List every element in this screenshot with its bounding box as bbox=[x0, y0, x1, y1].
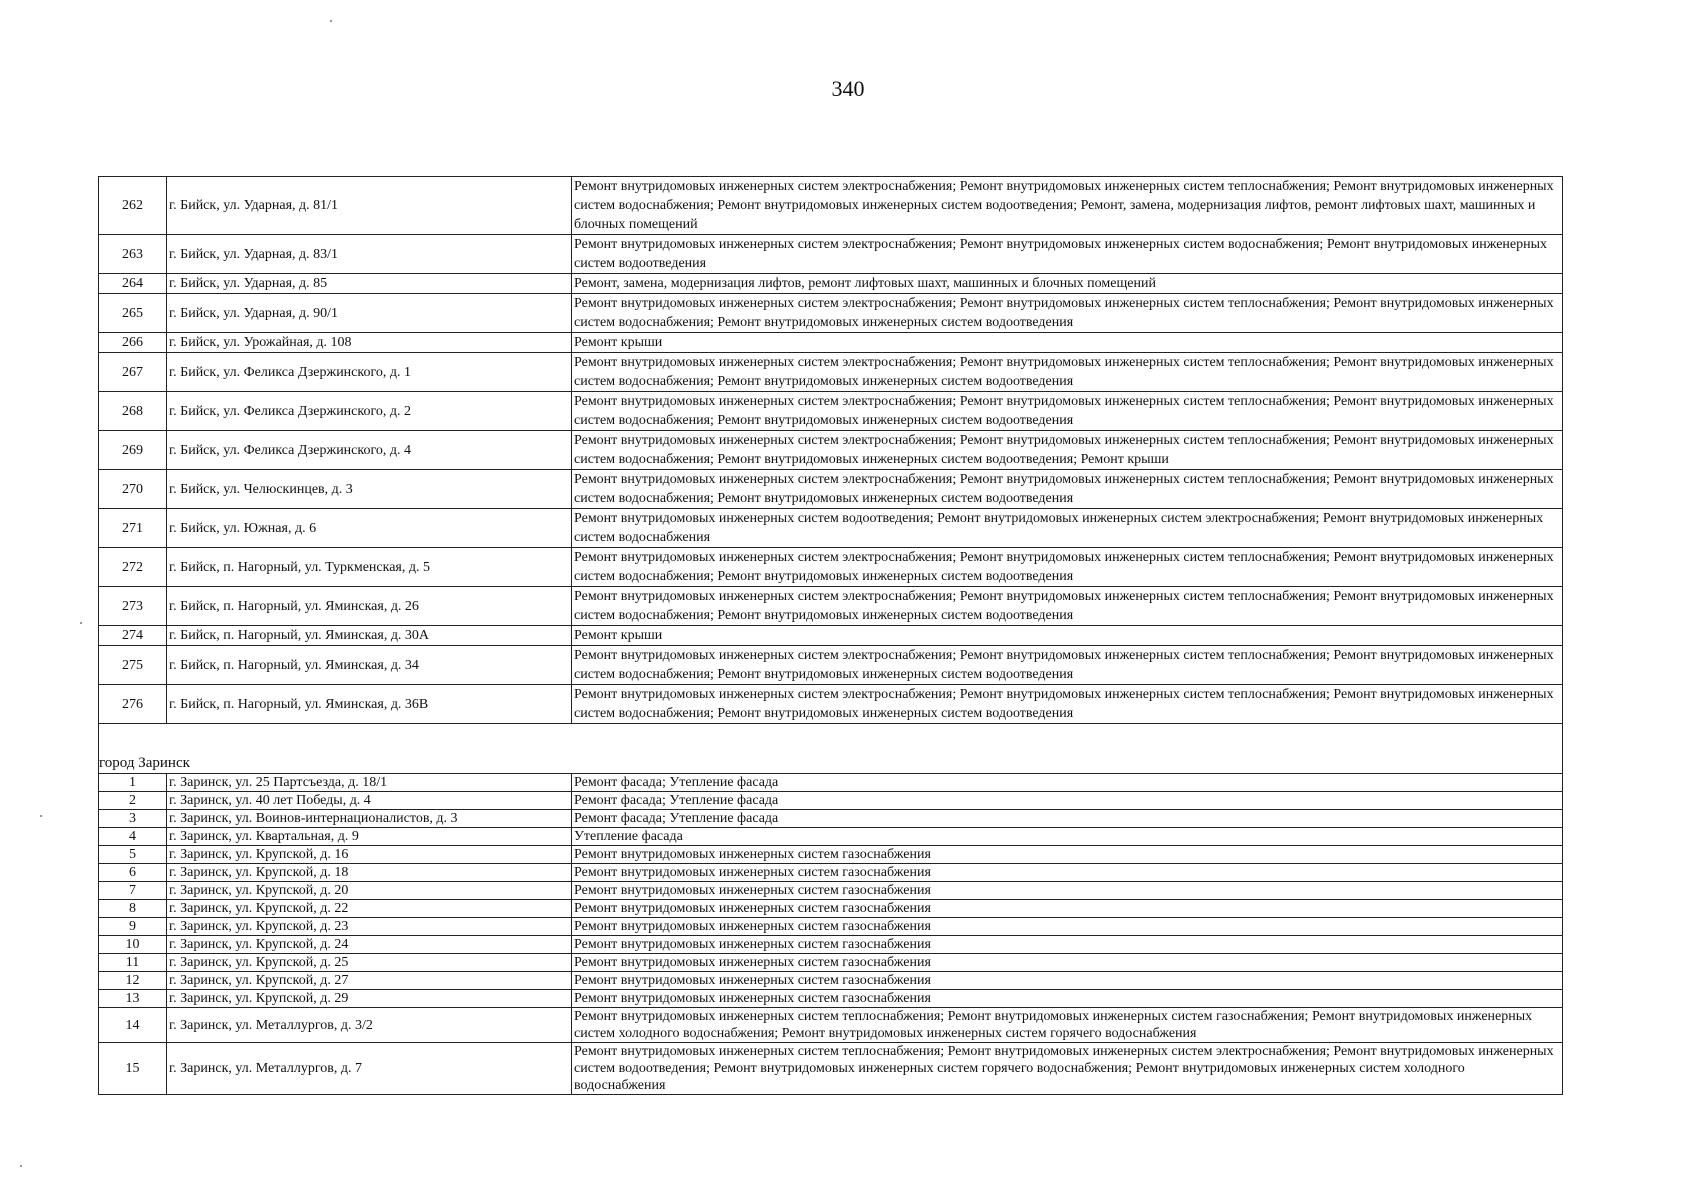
table-row bbox=[99, 470, 1563, 509]
row-number: 14 bbox=[99, 1008, 167, 1043]
row-number: 1 bbox=[99, 774, 167, 792]
row-address: г. Заринск, ул. 25 Партсъезда, д. 18/1 bbox=[167, 774, 572, 792]
table-row bbox=[99, 431, 1563, 470]
table-row bbox=[99, 548, 1563, 587]
row-address: г. Заринск, ул. Крупской, д. 23 bbox=[167, 918, 572, 936]
row-works: Ремонт внутридомовых инженерных систем газоснабжения bbox=[572, 846, 1563, 864]
row-works: Ремонт внутридомовых инженерных систем электроснабжения; Ремонт внутридомовых инженерных систем теплоснабжения; Ремонт внутридомовых инженерных систем водоснабжения; Ремонт внутридомовых инженерных систем водоотведения bbox=[572, 470, 1563, 509]
table-row bbox=[99, 828, 1563, 846]
row-address: г. Бийск, п. Нагорный, ул. Яминская, д. 26 bbox=[167, 587, 572, 626]
row-works: Ремонт внутридомовых инженерных систем теплоснабжения; Ремонт внутридомовых инженерных систем электроснабжения; Ремонт внутридомовых инженерных систем водоотведения; Ремонт внутридомовых инженерных систем горячего водоснабжения; Ремонт внутридомовых инженерных систем холодного водоснабжения bbox=[572, 1043, 1563, 1095]
row-number: 265 bbox=[99, 294, 167, 333]
row-address: г. Заринск, ул. Крупской, д. 29 bbox=[167, 990, 572, 1008]
row-address: г. Бийск, п. Нагорный, ул. Яминская, д. 36В bbox=[167, 685, 572, 724]
row-address: г. Бийск, п. Нагорный, ул. Яминская, д. 34 bbox=[167, 646, 572, 685]
row-address: г. Заринск, ул. Воинов-интернационалистов, д. 3 bbox=[167, 810, 572, 828]
row-works: Ремонт внутридомовых инженерных систем электроснабжения; Ремонт внутридомовых инженерных систем теплоснабжения; Ремонт внутридомовых инженерных систем водоснабжения; Ремонт внутридомовых инженерных систем водоотведения bbox=[572, 294, 1563, 333]
row-works: Ремонт внутридомовых инженерных систем газоснабжения bbox=[572, 900, 1563, 918]
biysk-table-body bbox=[99, 177, 1563, 724]
row-address: г. Заринск, ул. Крупской, д. 22 bbox=[167, 900, 572, 918]
row-number: 263 bbox=[99, 235, 167, 274]
row-works: Ремонт внутридомовых инженерных систем водоотведения; Ремонт внутридомовых инженерных систем электроснабжения; Ремонт внутридомовых инженерных систем водоснабжения bbox=[572, 509, 1563, 548]
row-number: 273 bbox=[99, 587, 167, 626]
table-row bbox=[99, 990, 1563, 1008]
row-number: 266 bbox=[99, 333, 167, 353]
row-works: Ремонт фасада; Утепление фасада bbox=[572, 810, 1563, 828]
row-works: Ремонт внутридомовых инженерных систем газоснабжения bbox=[572, 954, 1563, 972]
row-address: г. Бийск, ул. Ударная, д. 90/1 bbox=[167, 294, 572, 333]
table-row bbox=[99, 392, 1563, 431]
row-works: Ремонт внутридомовых инженерных систем теплоснабжения; Ремонт внутридомовых инженерных систем газоснабжения; Ремонт внутридомовых инженерных систем холодного водоснабжения; Ремонт внутридомовых инженерных систем горячего водоснабжения bbox=[572, 1008, 1563, 1043]
row-address: г. Бийск, ул. Урожайная, д. 108 bbox=[167, 333, 572, 353]
table-row bbox=[99, 1008, 1563, 1043]
row-number: 15 bbox=[99, 1043, 167, 1095]
section-header bbox=[99, 724, 1563, 774]
row-address: г. Заринск, ул. 40 лет Победы, д. 4 bbox=[167, 792, 572, 810]
row-number: 3 bbox=[99, 810, 167, 828]
table-row bbox=[99, 774, 1563, 792]
table-row bbox=[99, 972, 1563, 990]
row-number: 5 bbox=[99, 846, 167, 864]
row-number: 4 bbox=[99, 828, 167, 846]
row-works: Ремонт внутридомовых инженерных систем электроснабжения; Ремонт внутридомовых инженерных систем теплоснабжения; Ремонт внутридомовых инженерных систем водоснабжения; Ремонт внутридомовых инженерных систем водоотведения; Ремонт, замена, модернизация лифтов, ремонт лифтовых шахт, машинных и блочных помещений bbox=[572, 177, 1563, 235]
row-address: г. Заринск, ул. Крупской, д. 16 bbox=[167, 846, 572, 864]
row-number: 264 bbox=[99, 274, 167, 294]
row-address: г. Бийск, ул. Феликса Дзержинского, д. 4 bbox=[167, 431, 572, 470]
row-works: Ремонт фасада; Утепление фасада bbox=[572, 792, 1563, 810]
row-number: 271 bbox=[99, 509, 167, 548]
row-address: г. Бийск, ул. Феликса Дзержинского, д. 1 bbox=[167, 353, 572, 392]
table-row bbox=[99, 954, 1563, 972]
row-number: 6 bbox=[99, 864, 167, 882]
table-row bbox=[99, 235, 1563, 274]
row-address: г. Заринск, ул. Крупской, д. 27 bbox=[167, 972, 572, 990]
row-works: Ремонт внутридомовых инженерных систем газоснабжения bbox=[572, 936, 1563, 954]
scan-speck bbox=[330, 20, 332, 22]
table-row bbox=[99, 864, 1563, 882]
row-number: 11 bbox=[99, 954, 167, 972]
row-number: 272 bbox=[99, 548, 167, 587]
table-row bbox=[99, 587, 1563, 626]
scan-speck bbox=[20, 1165, 22, 1167]
row-number: 2 bbox=[99, 792, 167, 810]
row-works: Ремонт внутридомовых инженерных систем электроснабжения; Ремонт внутридомовых инженерных систем теплоснабжения; Ремонт внутридомовых инженерных систем водоснабжения; Ремонт внутридомовых инженерных систем водоотведения bbox=[572, 646, 1563, 685]
table-row bbox=[99, 646, 1563, 685]
row-works: Ремонт внутридомовых инженерных систем электроснабжения; Ремонт внутридомовых инженерных систем водоснабжения; Ремонт внутридомовых инженерных систем водоотведения bbox=[572, 235, 1563, 274]
row-number: 276 bbox=[99, 685, 167, 724]
row-works: Ремонт внутридомовых инженерных систем электроснабжения; Ремонт внутридомовых инженерных систем теплоснабжения; Ремонт внутридомовых инженерных систем водоснабжения; Ремонт внутридомовых инженерных систем водоотведения bbox=[572, 548, 1563, 587]
row-works: Ремонт внутридомовых инженерных систем газоснабжения bbox=[572, 864, 1563, 882]
row-works: Ремонт внутридомовых инженерных систем газоснабжения bbox=[572, 990, 1563, 1008]
table-row bbox=[99, 294, 1563, 333]
table-row bbox=[99, 900, 1563, 918]
row-address: г. Бийск, ул. Южная, д. 6 bbox=[167, 509, 572, 548]
row-works: Ремонт крыши bbox=[572, 333, 1563, 353]
row-number: 262 bbox=[99, 177, 167, 235]
row-works: Ремонт крыши bbox=[572, 626, 1563, 646]
table-row bbox=[99, 882, 1563, 900]
row-number: 9 bbox=[99, 918, 167, 936]
row-number: 267 bbox=[99, 353, 167, 392]
row-address: г. Заринск, ул. Крупской, д. 18 bbox=[167, 864, 572, 882]
repair-works-table bbox=[98, 176, 1562, 1095]
row-address: г. Бийск, ул. Ударная, д. 83/1 bbox=[167, 235, 572, 274]
row-address: г. Заринск, ул. Крупской, д. 24 bbox=[167, 936, 572, 954]
row-works: Ремонт внутридомовых инженерных систем электроснабжения; Ремонт внутридомовых инженерных систем теплоснабжения; Ремонт внутридомовых инженерных систем водоснабжения; Ремонт внутридомовых инженерных систем водоотведения; Ремонт крыши bbox=[572, 431, 1563, 470]
row-works: Утепление фасада bbox=[572, 828, 1563, 846]
table-row bbox=[99, 918, 1563, 936]
row-address: г. Заринск, ул. Металлургов, д. 7 bbox=[167, 1043, 572, 1095]
table-row bbox=[99, 509, 1563, 548]
row-address: г. Заринск, ул. Металлургов, д. 3/2 bbox=[167, 1008, 572, 1043]
table-row bbox=[99, 274, 1563, 294]
row-works: Ремонт внутридомовых инженерных систем электроснабжения; Ремонт внутридомовых инженерных систем теплоснабжения; Ремонт внутридомовых инженерных систем водоснабжения; Ремонт внутридомовых инженерных систем водоотведения bbox=[572, 587, 1563, 626]
row-number: 275 bbox=[99, 646, 167, 685]
row-address: г. Заринск, ул. Квартальная, д. 9 bbox=[167, 828, 572, 846]
table-row bbox=[99, 177, 1563, 235]
scan-speck bbox=[40, 815, 42, 817]
table-row bbox=[99, 333, 1563, 353]
row-address: г. Бийск, п. Нагорный, ул. Туркменская, д. 5 bbox=[167, 548, 572, 587]
table-row bbox=[99, 626, 1563, 646]
row-works: Ремонт фасада; Утепление фасада bbox=[572, 774, 1563, 792]
row-address: г. Бийск, ул. Ударная, д. 81/1 bbox=[167, 177, 572, 235]
row-works: Ремонт внутридомовых инженерных систем электроснабжения; Ремонт внутридомовых инженерных систем теплоснабжения; Ремонт внутридомовых инженерных систем водоснабжения; Ремонт внутридомовых инженерных систем водоотведения bbox=[572, 353, 1563, 392]
row-address: г. Бийск, ул. Ударная, д. 85 bbox=[167, 274, 572, 294]
row-address: г. Бийск, п. Нагорный, ул. Яминская, д. 30А bbox=[167, 626, 572, 646]
table-row bbox=[99, 353, 1563, 392]
row-number: 12 bbox=[99, 972, 167, 990]
zarinsk-table-body bbox=[99, 774, 1563, 1095]
row-number: 10 bbox=[99, 936, 167, 954]
row-address: г. Заринск, ул. Крупской, д. 20 bbox=[167, 882, 572, 900]
table-row bbox=[99, 936, 1563, 954]
row-works: Ремонт, замена, модернизация лифтов, ремонт лифтовых шахт, машинных и блочных помещений bbox=[572, 274, 1563, 294]
table-row bbox=[99, 846, 1563, 864]
row-number: 8 bbox=[99, 900, 167, 918]
row-number: 274 bbox=[99, 626, 167, 646]
row-works: Ремонт внутридомовых инженерных систем электроснабжения; Ремонт внутридомовых инженерных систем теплоснабжения; Ремонт внутридомовых инженерных систем водоснабжения; Ремонт внутридомовых инженерных систем водоотведения bbox=[572, 685, 1563, 724]
row-works: Ремонт внутридомовых инженерных систем газоснабжения bbox=[572, 918, 1563, 936]
row-works: Ремонт внутридомовых инженерных систем газоснабжения bbox=[572, 882, 1563, 900]
row-number: 269 bbox=[99, 431, 167, 470]
scan-speck bbox=[80, 622, 82, 624]
row-works: Ремонт внутридомовых инженерных систем газоснабжения bbox=[572, 972, 1563, 990]
row-number: 270 bbox=[99, 470, 167, 509]
row-address: г. Бийск, ул. Феликса Дзержинского, д. 2 bbox=[167, 392, 572, 431]
section-title: город Заринск bbox=[99, 754, 1563, 774]
table-row bbox=[99, 792, 1563, 810]
page-number: 340 bbox=[831, 76, 865, 101]
row-address: г. Бийск, ул. Челюскинцев, д. 3 bbox=[167, 470, 572, 509]
table-row bbox=[99, 810, 1563, 828]
row-number: 268 bbox=[99, 392, 167, 431]
row-works: Ремонт внутридомовых инженерных систем электроснабжения; Ремонт внутридомовых инженерных систем теплоснабжения; Ремонт внутридомовых инженерных систем водоснабжения; Ремонт внутридомовых инженерных систем водоотведения bbox=[572, 392, 1563, 431]
row-number: 13 bbox=[99, 990, 167, 1008]
row-address: г. Заринск, ул. Крупской, д. 25 bbox=[167, 954, 572, 972]
row-number: 7 bbox=[99, 882, 167, 900]
table-row bbox=[99, 685, 1563, 724]
table-row bbox=[99, 1043, 1563, 1095]
